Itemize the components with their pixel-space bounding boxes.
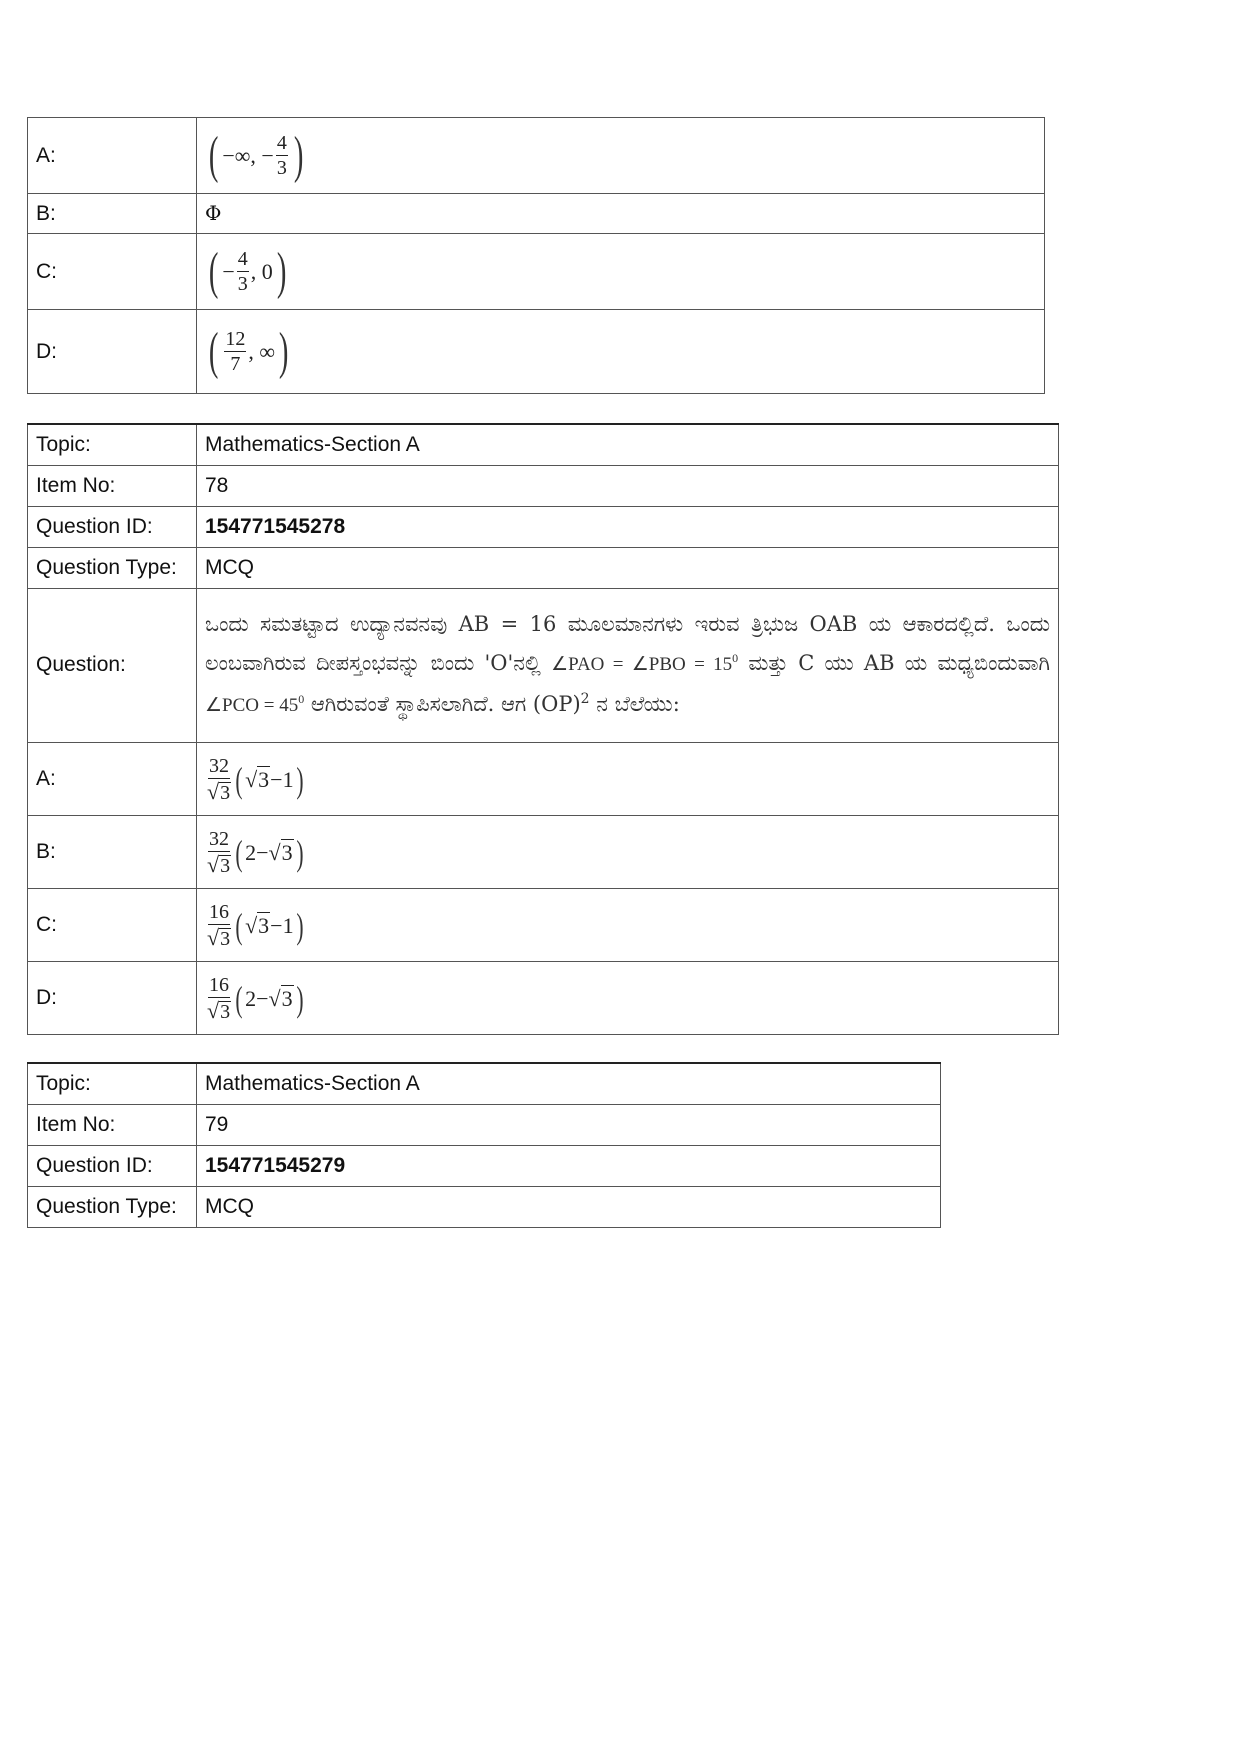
option-row-c <box>28 234 1045 310</box>
question-type-value: MCQ <box>197 547 1059 588</box>
option-label: A: <box>28 742 197 815</box>
topic-row <box>28 424 1059 465</box>
option-b-math[interactable] <box>197 194 1045 234</box>
question-label: Question: <box>28 588 197 742</box>
question-text: ಒಂದು ಸಮತಟ್ಟಾದ ಉದ್ಯಾನವನವು AB = 16 ಮೂಲಮಾನಗಳು ಇರುವ ತ್ರಿಭುಜ OAB ಯ ಆಕಾರದಲ್ಲಿದೆ. ಒಂದು ಲಂಬವಾಗಿರುವ ದೀಪಸ್ತಂಭವನ್ನು ಬಿಂದು 'O'ನಲ್ಲಿ ∠PAO = ∠PBO = $15^0$ ಮತ್ತು C ಯು AB ಯ ಮಧ್ಯಬಿಂದುವಾಗಿ ∠PCO = $45^0$ ಆಗಿರುವಂತೆ ಸ್ಥಾಪಿಸಲಾಗಿದೆ. ಆಗ (OP)$^2$ ನ ಬೆಲೆಯು: <box>197 588 1059 742</box>
question-type-row <box>28 547 1059 588</box>
option-c-math[interactable]: 16 √ 3 ( √ 3 −1 ) <box>197 888 1059 961</box>
option-label: B: <box>28 194 197 234</box>
topic-label: Topic: <box>28 424 197 465</box>
option-row-a <box>28 742 1059 815</box>
option-label: D: <box>28 310 197 394</box>
option-c-math[interactable]: ( − $\frac{4}{3}$ , 0 ) <box>197 234 1045 310</box>
item-no-label: Item No: <box>28 465 197 506</box>
option-label: C: <box>28 888 197 961</box>
question-id-value: 154771545278 <box>197 506 1059 547</box>
option-a-math[interactable]: 32 √ 3 ( √ 3 −1 ) <box>197 742 1059 815</box>
option-row-b <box>28 194 1045 234</box>
question-type-label: Question Type: <box>28 547 197 588</box>
option-label: B: <box>28 815 197 888</box>
question-id-value: 154771545279 <box>197 1145 941 1186</box>
question-id-row <box>28 1145 941 1186</box>
topic-label: Topic: <box>28 1063 197 1104</box>
option-b-math[interactable]: 32 √ 3 ( 2− √ 3 ) <box>197 815 1059 888</box>
question-row <box>28 588 1059 742</box>
option-label: C: <box>28 234 197 310</box>
option-row-c <box>28 888 1059 961</box>
empty-set-symbol: Φ <box>205 201 222 225</box>
item-no-value: 78 <box>197 465 1059 506</box>
question-id-label: Question ID: <box>28 1145 197 1186</box>
topic-value: Mathematics-Section A <box>197 1063 941 1104</box>
question-type-label: Question Type: <box>28 1186 197 1227</box>
topic-row <box>28 1063 941 1104</box>
question-id-row <box>28 506 1059 547</box>
question-type-value: MCQ <box>197 1186 941 1227</box>
question-78-table <box>27 423 1059 1035</box>
previous-question-options-table <box>27 117 1045 394</box>
item-no-row <box>28 465 1059 506</box>
question-79-table <box>27 1062 941 1228</box>
question-type-row <box>28 1186 941 1227</box>
option-label: D: <box>28 961 197 1034</box>
option-label: A: <box>28 118 197 194</box>
option-row-b <box>28 815 1059 888</box>
option-row-d <box>28 961 1059 1034</box>
option-d-math[interactable]: 16 √ 3 ( 2− √ 3 ) <box>197 961 1059 1034</box>
option-d-math[interactable]: ( $\frac{12}{7}$ , ∞ ) <box>197 310 1045 394</box>
item-no-row <box>28 1104 941 1145</box>
item-no-label: Item No: <box>28 1104 197 1145</box>
question-id-label: Question ID: <box>28 506 197 547</box>
option-a-math[interactable]: ( −∞, − $\frac{4}{3}$ ) <box>197 118 1045 194</box>
option-row-a <box>28 118 1045 194</box>
option-row-d <box>28 310 1045 394</box>
topic-value: Mathematics-Section A <box>197 424 1059 465</box>
item-no-value: 79 <box>197 1104 941 1145</box>
